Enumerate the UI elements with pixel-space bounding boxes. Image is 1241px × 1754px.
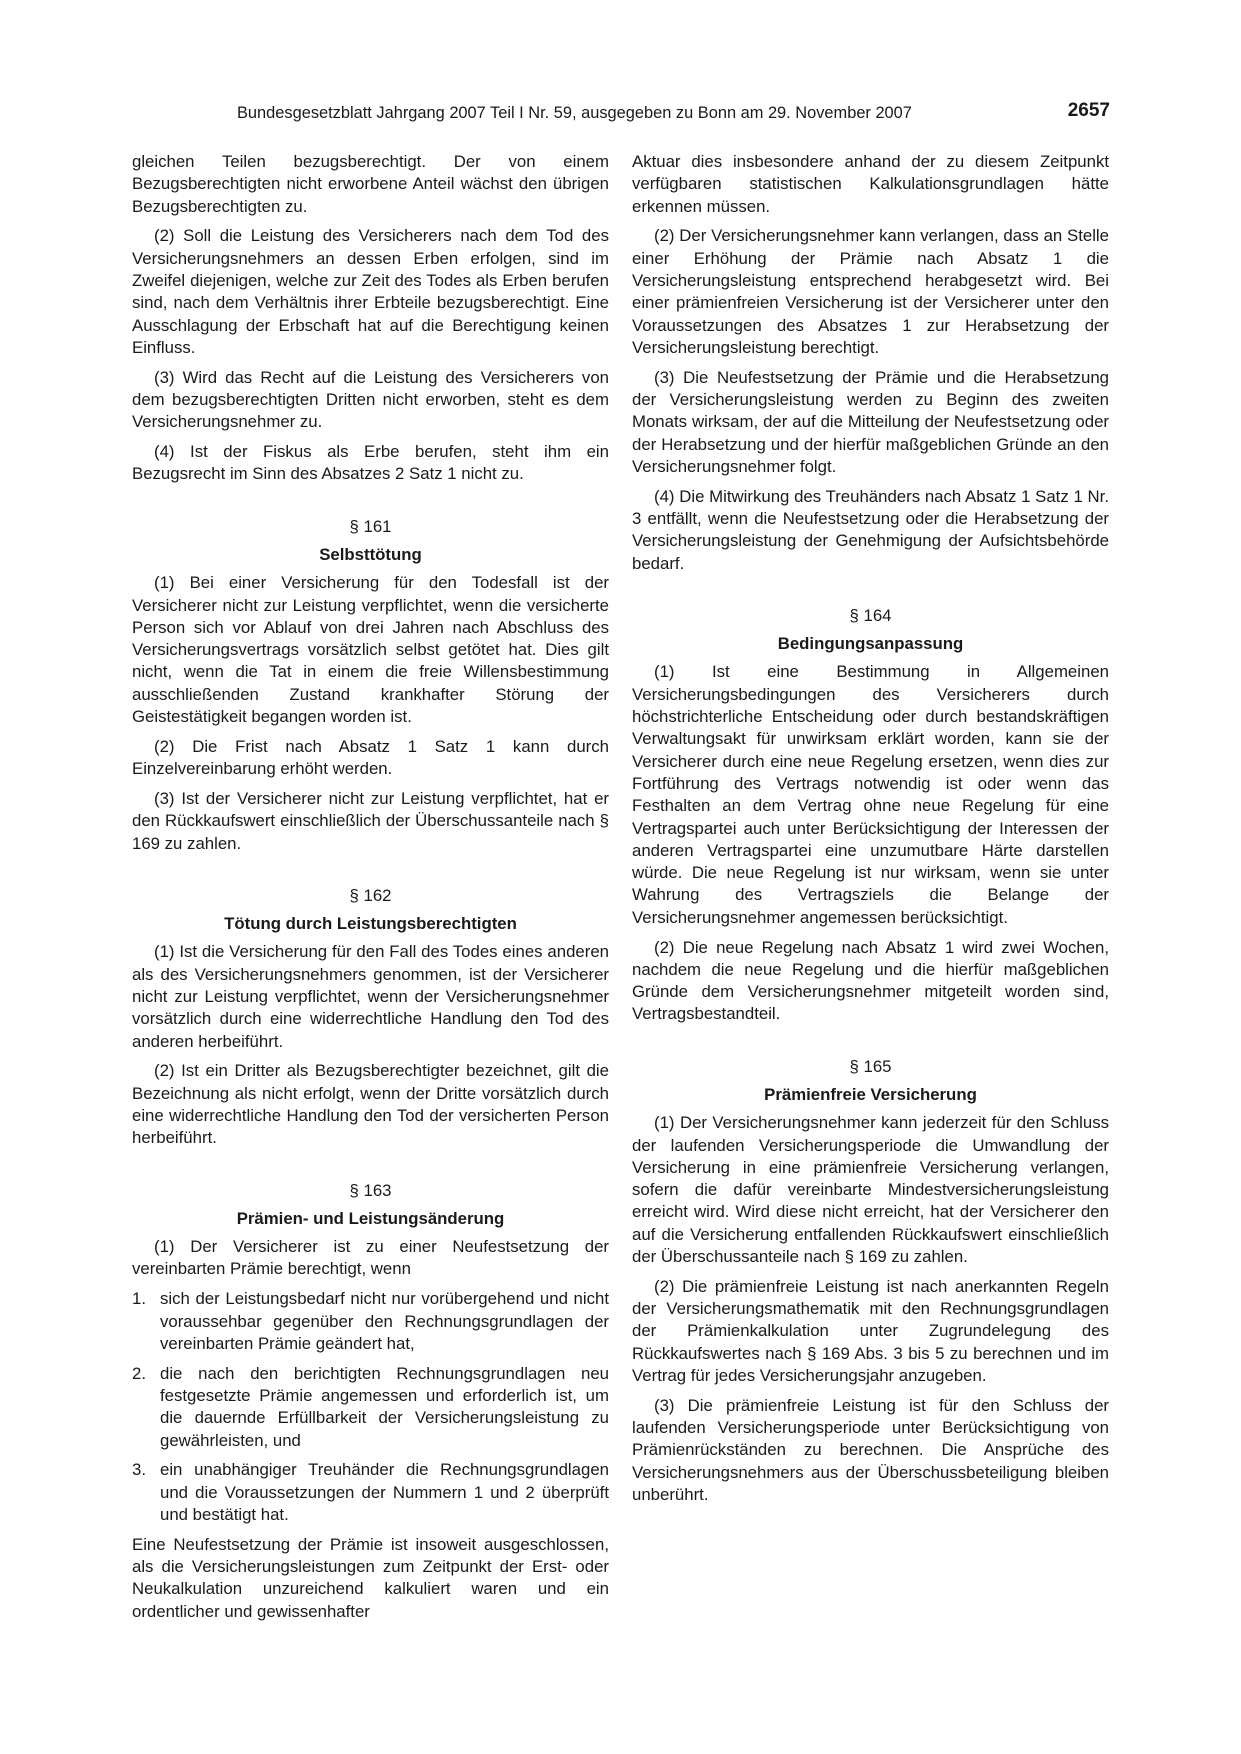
- section-title: Selbsttötung: [319, 544, 422, 564]
- section-number: § 163: [349, 1180, 392, 1200]
- section-number: § 164: [849, 605, 892, 625]
- paragraph: (2) Soll die Leistung des Versicherers nach dem Tod des Versicherungsnehmers an dessen Erben erfolgen, sind im Zweifel diejenigen, welche zur Zeit des Todes als Erben berufen sind, nach dem Verhältnis ihrer Erbteile bezugsberechtigt. Eine Ausschlagung der Erbschaft hat auf die Berechtigung keinen Einfluss.: [132, 226, 609, 357]
- paragraph: (2) Die prämienfreie Leistung ist nach anerkannten Regeln der Versicherungsmathematik mit den Rechnungsgrundlagen der Prämienkalkulation unter Zugrundelegung des Rückkaufswertes nach § 169 Abs. 3 bis 5 zu berechnen und im Vertrag für jedes Versicherungsjahr anzugeben.: [632, 1276, 1109, 1386]
- section-number: § 162: [349, 885, 392, 905]
- section-title: Prämienfreie Versicherung: [764, 1084, 977, 1104]
- section-number: § 161: [349, 516, 392, 536]
- section-title: Bedingungsanpassung: [777, 634, 964, 654]
- header-title: Bundesgesetzblatt Jahrgang 2007 Teil I Nr. 59, ausgegeben zu Bonn am 29. November 2007: [237, 104, 912, 122]
- list-item: [132, 1459, 609, 1526]
- paragraph: (1) Der Versicherer ist zu einer Neufestsetzung der vereinbarten Prämie berechtigt, wenn: [132, 1237, 609, 1279]
- right-column: [632, 151, 1109, 1514]
- list-item: [132, 1363, 609, 1452]
- paragraph: (2) Der Versicherungsnehmer kann verlangen, dass an Stelle einer Erhöhung der Prämie nach Absatz 1 die Versicherungsleistung entsprechend herabgesetzt wird. Bei einer prämienfreien Versicherung ist der Versicherer unter den Voraussetzungen des Absatzes 1 zur Herabsetzung der Versicherungsleistung berechtigt.: [632, 226, 1109, 357]
- list-number: 2.: [132, 1363, 146, 1383]
- paragraph: Eine Neufestsetzung der Prämie ist insoweit ausgeschlossen, als die Versicherungsleistungen zum Zeitpunkt der Erst- oder Neukalkulation unzureichend kalkuliert waren und ein ordentlicher und gewissenhafter: [132, 1534, 609, 1621]
- paragraph: (1) Ist die Versicherung für den Fall des Todes eines anderen als des Versicherungsnehmers genommen, ist der Versicherer nicht zur Leistung verpflichtet, wenn der Versicherungsnehmer vorsätzlich durch eine widerrechtliche Handlung den Tod des anderen herbeiführt.: [132, 942, 609, 1051]
- list-number: 3.: [132, 1460, 146, 1480]
- section-title: Prämien- und Leistungsänderung: [236, 1208, 505, 1228]
- section-number: § 165: [849, 1056, 892, 1076]
- paragraph: gleichen Teilen bezugsberechtigt. Der von einem Bezugsberechtigten nicht erworbene Anteil wächst den übrigen Bezugsberechtigten zu.: [132, 152, 609, 216]
- paragraph: Aktuar dies insbesondere anhand der zu diesem Zeitpunkt verfügbaren statistischen Kalkulationsgrundlagen hätte erkennen müssen.: [632, 152, 1109, 216]
- list-item: [132, 1288, 609, 1355]
- paragraph: (1) Bei einer Versicherung für den Todesfall ist der Versicherer nicht zur Leistung verpflichtet, wenn die versicherte Person sich vor Ablauf von drei Jahren nach Abschluss des Versicherungsvertrags vorsätzlich selbst getötet hat. Dies gilt nicht, wenn die Tat in einem die freie Willensbestimmung ausschließenden Zustand krankhafter Störung der Geistestätigkeit begangen worden ist.: [132, 573, 609, 727]
- paragraph: (4) Die Mitwirkung des Treuhänders nach Absatz 1 Satz 1 Nr. 3 entfällt, wenn die Neufestsetzung oder die Herabsetzung der Versicherungsleistung der Genehmigung der Aufsichtsbehörde bedarf.: [632, 486, 1109, 573]
- paragraph: (3) Ist der Versicherer nicht zur Leistung verpflichtet, hat er den Rückkaufswert einschließlich der Überschussanteile nach § 169 zu zahlen.: [132, 788, 609, 853]
- list-number: 1.: [132, 1289, 146, 1309]
- left-column: [132, 151, 609, 1630]
- paragraph: (3) Die Neufestsetzung der Prämie und die Herabsetzung der Versicherungsleistung werden zu Beginn des zweiten Monats wirksam, der auf die Mitteilung der Neufestsetzung oder der Herabsetzung und der hierfür maßgeblichen Gründe an den Versicherungsnehmer folgt.: [632, 367, 1109, 476]
- list-text: sich der Leistungsbedarf nicht nur vorübergehend und nicht voraussehbar gegenüber den Rechnungsgrundlagen der vereinbarten Prämie geändert hat,: [160, 1289, 609, 1353]
- section-title: Tötung durch Leistungsberechtigten: [224, 914, 517, 934]
- paragraph: (4) Ist der Fiskus als Erbe berufen, steht ihm ein Bezugsrecht im Sinn des Absatzes 2 Satz 1 nicht zu.: [132, 442, 609, 484]
- paragraph: (1) Der Versicherungsnehmer kann jederzeit für den Schluss der laufenden Versicherungsperiode die Umwandlung der Versicherung in eine prämienfreie Versicherung verlangen, sofern die dafür vereinbarte Mindestversicherungsleistung erreicht wird. Wird diese nicht erreicht, hat der Versicherer den auf die Versicherung entfallenden Rückkaufswert einschließlich der Überschussanteile nach § 169 zu zahlen.: [632, 1113, 1109, 1267]
- paragraph: (2) Die neue Regelung nach Absatz 1 wird zwei Wochen, nachdem die neue Regelung und die hierfür maßgeblichen Gründe dem Versicherungsnehmer mitgeteilt worden sind, Vertragsbestandteil.: [632, 937, 1109, 1024]
- paragraph: (1) Ist eine Bestimmung in Allgemeinen Versicherungsbedingungen des Versicherers durch höchstrichterliche Entscheidung oder durch bestandskräftigen Verwaltungsakt für unwirksam erklärt worden, kann sie der Versicherer durch eine neue Regelung ersetzen, wenn dies zur Fortführung des Vertrags notwendig ist oder wenn das Festhalten an dem Vertrag ohne neue Regelung für eine Vertragspartei auch unter Berücksichtigung der Interessen der anderen Vertragspartei eine unzumutbare Härte darstellen würde. Die neue Regelung ist nur wirksam, wenn sie unter Wahrung des Vertragsziels die Belange der Versicherungsnehmer angemessen berücksichtigt.: [632, 662, 1109, 927]
- list-text: die nach den berichtigten Rechnungsgrundlagen neu festgesetzte Prämie angemessen und erforderlich ist, um die dauernde Erfüllbarkeit der Versicherungsleistung zu gewährleisten, und: [160, 1363, 609, 1450]
- paragraph: (3) Die prämienfreie Leistung ist für den Schluss der laufenden Versicherungsperiode unter Berücksichtigung von Prämienrückständen zu berechnen. Die Ansprüche des Versicherungsnehmers aus der Überschussbeteiligung bleiben unberührt.: [632, 1395, 1109, 1505]
- running-header: [132, 102, 1110, 126]
- paragraph: (3) Wird das Recht auf die Leistung des Versicherers von dem bezugsberechtigten Dritten nicht erworben, steht es dem Versicherungsnehmer zu.: [132, 367, 609, 432]
- page-number: 2657: [1067, 100, 1110, 121]
- paragraph: (2) Ist ein Dritter als Bezugsberechtigter bezeichnet, gilt die Bezeichnung als nicht erfolgt, wenn der Dritte vorsätzlich durch eine widerrechtliche Handlung den Tod der versicherten Person herbeiführt.: [132, 1061, 609, 1148]
- paragraph: (2) Die Frist nach Absatz 1 Satz 1 kann durch Einzelvereinbarung erhöht werden.: [132, 736, 609, 779]
- list-text: ein unabhängiger Treuhänder die Rechnungsgrundlagen und die Voraussetzungen der Nummern 1 und 2 überprüft und bestätigt hat.: [160, 1460, 609, 1524]
